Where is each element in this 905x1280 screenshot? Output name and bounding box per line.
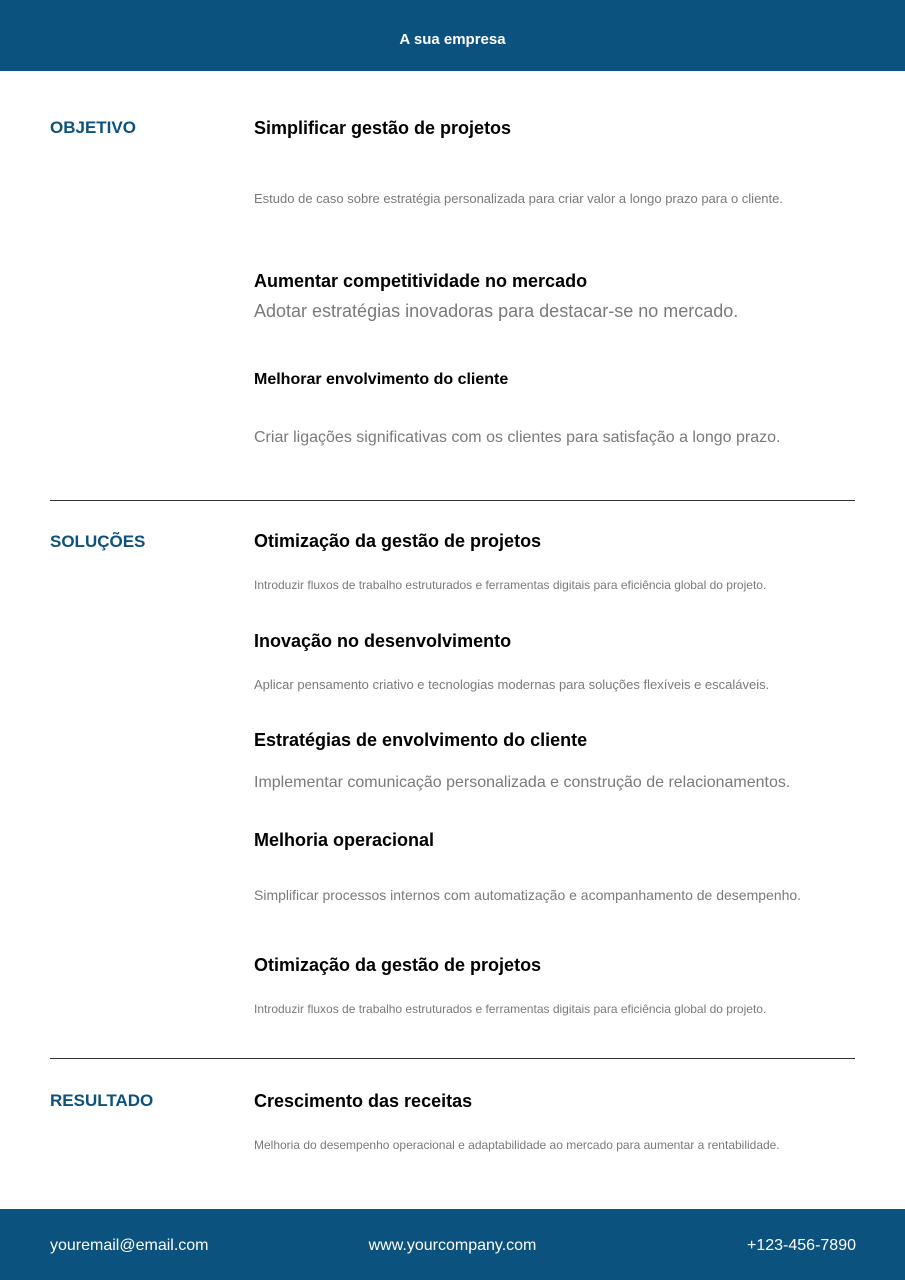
resultado-item-description: Melhoria do desempenho operacional e adaptabilidade ao mercado para aumentar a rentabilidade. [254,1138,780,1152]
section-label-resultado: RESULTADO [50,1091,154,1110]
company-name: A sua empresa [399,31,506,48]
solucoes-item-description: Introduzir fluxos de trabalho estruturados e ferramentas digitais para eficiência global do projeto. [254,1002,767,1016]
objetivo-item-title: Melhorar envolvimento do cliente [254,371,509,388]
solucoes-item-title: Otimização da gestão de projetos [254,531,542,551]
section-divider [50,1058,855,1059]
section-divider [50,500,855,501]
solucoes-item-description: Aplicar pensamento criativo e tecnologias modernas para soluções flexíveis e escaláveis. [254,677,770,692]
solucoes-item-title: Estratégias de envolvimento do cliente [254,730,588,750]
solucoes-item-description: Simplificar processos internos com automatização e acompanhamento de desempenho. [254,887,802,903]
solucoes-item-title: Inovação no desenvolvimento [254,631,512,651]
objetivo-item-description: Estudo de caso sobre estratégia personalizada para criar valor a longo prazo para o cliente. [254,191,783,206]
solucoes-item-title: Otimização da gestão de projetos [254,955,542,975]
objetivo-item-title: Aumentar competitividade no mercado [254,271,588,291]
objetivo-item-description: Criar ligações significativas com os clientes para satisfação a longo prazo. [254,429,781,446]
footer-bar [0,1209,905,1280]
solucoes-item-description: Implementar comunicação personalizada e construção de relacionamentos. [254,774,791,791]
header-bar [0,0,905,71]
footer-phone: +123-456-7890 [747,1237,856,1254]
footer-website: www.yourcompany.com [368,1237,537,1254]
solucoes-item-title: Melhoria operacional [254,830,435,850]
section-label-solucoes: SOLUÇÕES [50,532,146,551]
solucoes-item-description: Introduzir fluxos de trabalho estruturados e ferramentas digitais para eficiência global do projeto. [254,578,767,592]
section-label-objetivo: OBJETIVO [50,118,136,137]
footer-email: youremail@email.com [50,1237,209,1254]
resultado-item-title: Crescimento das receitas [254,1091,473,1111]
objetivo-item-description: Adotar estratégias inovadoras para destacar-se no mercado. [254,301,739,321]
objetivo-item-title: Simplificar gestão de projetos [254,118,512,138]
